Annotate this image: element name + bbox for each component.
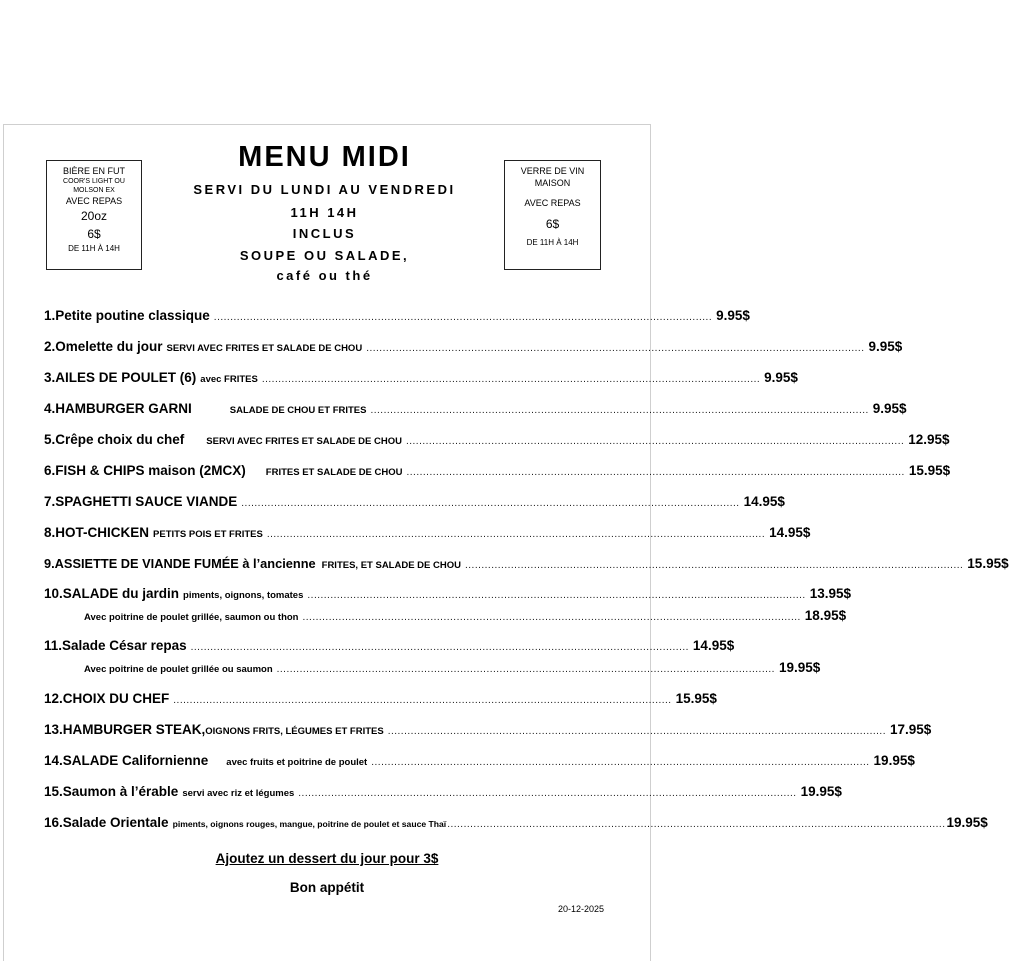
header-line2: 11H 14H <box>290 205 359 220</box>
dot-leader: ........................................................................................................................................................ <box>302 612 801 623</box>
item-name: 16.Salade Orientale <box>44 815 169 830</box>
dot-leader: ........................................................................................................................................................ <box>307 590 806 601</box>
dot-leader: ........................................................................................................................................................ <box>405 436 905 447</box>
item-desc: OIGNONS FRITS, LÉGUMES ET FRITES <box>205 726 384 737</box>
item-price: 19.95$ <box>778 660 821 675</box>
item-desc: Avec poitrine de poulet grillée, saumon ou thon <box>84 612 299 623</box>
item-desc: PETITS POIS ET FRITES <box>153 529 263 540</box>
menu-page <box>3 124 1009 961</box>
wine-price: 6$ <box>545 217 560 231</box>
wine-hours: DE 11H À 14H <box>526 238 579 247</box>
item-price: 19.95$ <box>946 815 988 830</box>
menu-item <box>44 432 950 452</box>
item-price: 9.95$ <box>872 401 907 416</box>
dot-leader: ........................................................................................................................................................ <box>261 374 761 385</box>
bon-appetit: Bon appétit <box>289 880 365 895</box>
item-name: 1.Petite poutine classique <box>44 308 210 323</box>
beer-line4: AVEC REPAS <box>65 196 123 206</box>
item-price: 15.95$ <box>675 691 717 706</box>
dot-leader: ........................................................................................................................................................ <box>464 560 964 571</box>
beer-box <box>46 160 142 270</box>
menu-item <box>44 815 988 835</box>
menu-item-option <box>84 608 847 628</box>
wine-box <box>504 160 601 270</box>
item-price: 14.95$ <box>692 638 735 653</box>
dot-leader: ........................................................................................................................................................ <box>371 757 870 768</box>
menu-item <box>44 370 798 390</box>
menu-item <box>44 753 915 773</box>
header-line1: SERVI DU LUNDI AU VENDREDI <box>193 182 456 197</box>
dot-leader: ........................................................................................................................................................ <box>276 664 775 675</box>
item-price: 14.95$ <box>769 525 811 540</box>
item-name: 9.ASSIETTE DE VIANDE FUMÉE à l’ancienne <box>44 556 316 571</box>
item-price: 19.95$ <box>800 784 842 799</box>
dot-leader: ........................................................................................................................................................ <box>370 405 869 416</box>
menu-item <box>44 401 907 421</box>
item-name: 3.AILES DE POULET (6) <box>44 370 197 385</box>
item-desc: SALADE DE CHOU ET FRITES <box>229 405 367 416</box>
item-name: 12.CHOIX DU CHEF <box>44 691 170 706</box>
dot-leader: ........................................................................................................................................................ <box>241 498 740 509</box>
menu-item <box>44 556 1009 576</box>
item-price: 17.95$ <box>890 722 932 737</box>
item-price: 15.95$ <box>967 556 1009 571</box>
dessert-offer: Ajoutez un dessert du jour pour 3$ <box>215 851 439 866</box>
item-name: 14.SALADE Californienne <box>44 753 209 768</box>
item-desc: SERVI AVEC FRITES ET SALADE DE CHOU <box>206 436 402 447</box>
beer-line1: BIÈRE EN FUT <box>62 166 125 176</box>
item-name: 11.Salade César repas <box>44 638 187 653</box>
menu-item <box>44 586 851 606</box>
menu-item <box>44 463 951 483</box>
top-margin <box>0 0 654 124</box>
beer-price: 6$ <box>87 227 101 241</box>
item-desc: FRITES, ET SALADE DE CHOU <box>321 560 461 571</box>
item-desc: avec fruits et poitrine de poulet <box>226 757 368 768</box>
page-title: MENU MIDI <box>238 141 411 173</box>
item-name: 13.HAMBURGER STEAK, <box>44 722 206 737</box>
item-name: 10.SALADE du jardin <box>44 586 180 601</box>
item-price: 19.95$ <box>873 753 915 768</box>
item-desc: avec FRITES <box>200 374 258 385</box>
item-price: 13.95$ <box>809 586 851 601</box>
item-name: 5.Crêpe choix du chef <box>44 432 185 447</box>
beer-line3: MOLSON EX <box>73 187 115 194</box>
item-price: 18.95$ <box>804 608 847 623</box>
item-price: 15.95$ <box>908 463 951 478</box>
item-price: 9.95$ <box>764 370 798 385</box>
beer-size: 20oz <box>80 209 108 223</box>
wine-line3: AVEC REPAS <box>524 198 581 208</box>
menu-item <box>44 525 811 545</box>
header-line3: INCLUS <box>292 226 357 241</box>
item-name: 8.HOT-CHICKEN <box>44 525 150 540</box>
beer-line2: COOR'S LIGHT OU <box>63 178 125 185</box>
dot-leader: ........................................................................................................................................................ <box>266 529 766 540</box>
item-name: 4.HAMBURGER GARNI <box>44 401 192 416</box>
item-name: 7.SPAGHETTI SAUCE VIANDE <box>44 494 238 509</box>
menu-item <box>44 722 932 742</box>
dot-leader: ........................................................................................................................................................ <box>173 695 672 706</box>
wine-line1: VERRE DE VIN <box>520 166 585 176</box>
item-desc: FRITES ET SALADE DE CHOU <box>265 467 403 478</box>
dot-leader: ........................................................................................................................................................ <box>366 343 865 354</box>
dot-leader: ........................................................................................................................................................ <box>447 819 946 830</box>
dot-leader: ........................................................................................................................................................ <box>298 788 797 799</box>
item-price: 12.95$ <box>908 432 950 447</box>
menu-item-option <box>84 660 821 680</box>
header-line4: SOUPE OU SALADE, <box>239 248 410 263</box>
dot-leader: ........................................................................................................................................................ <box>406 467 905 478</box>
item-price: 14.95$ <box>743 494 785 509</box>
item-desc: piments, oignons, tomates <box>183 590 304 601</box>
header-line5: café ou thé <box>276 268 373 283</box>
menu-item <box>44 308 750 328</box>
menu-item <box>44 691 717 711</box>
dot-leader: ........................................................................................................................................................ <box>213 312 713 323</box>
menu-date: 20-12-2025 <box>558 904 605 914</box>
dot-leader: ........................................................................................................................................................ <box>190 642 689 653</box>
wine-line2: MAISON <box>534 178 571 188</box>
menu-item <box>44 494 785 514</box>
item-name: 6.FISH & CHIPS maison (2MCX) <box>44 463 246 478</box>
menu-item <box>44 339 903 359</box>
item-name: 15.Saumon à l’érable <box>44 784 179 799</box>
item-price: 9.95$ <box>716 308 750 323</box>
menu-item <box>44 638 735 658</box>
item-desc: servi avec riz et légumes <box>182 788 295 799</box>
menu-item <box>44 784 842 804</box>
dot-leader: ........................................................................................................................................................ <box>387 726 886 737</box>
item-desc: piments, oignons rouges, mangue, poitrine de poulet et sauce Thaï <box>172 819 447 829</box>
item-name: 2.Omelette du jour <box>44 339 163 354</box>
beer-hours: DE 11H À 14H <box>68 244 120 253</box>
item-desc: Avec poitrine de poulet grillée ou saumon <box>84 664 273 675</box>
item-price: 9.95$ <box>868 339 903 354</box>
item-desc: SERVI AVEC FRITES ET SALADE DE CHOU <box>166 343 363 354</box>
